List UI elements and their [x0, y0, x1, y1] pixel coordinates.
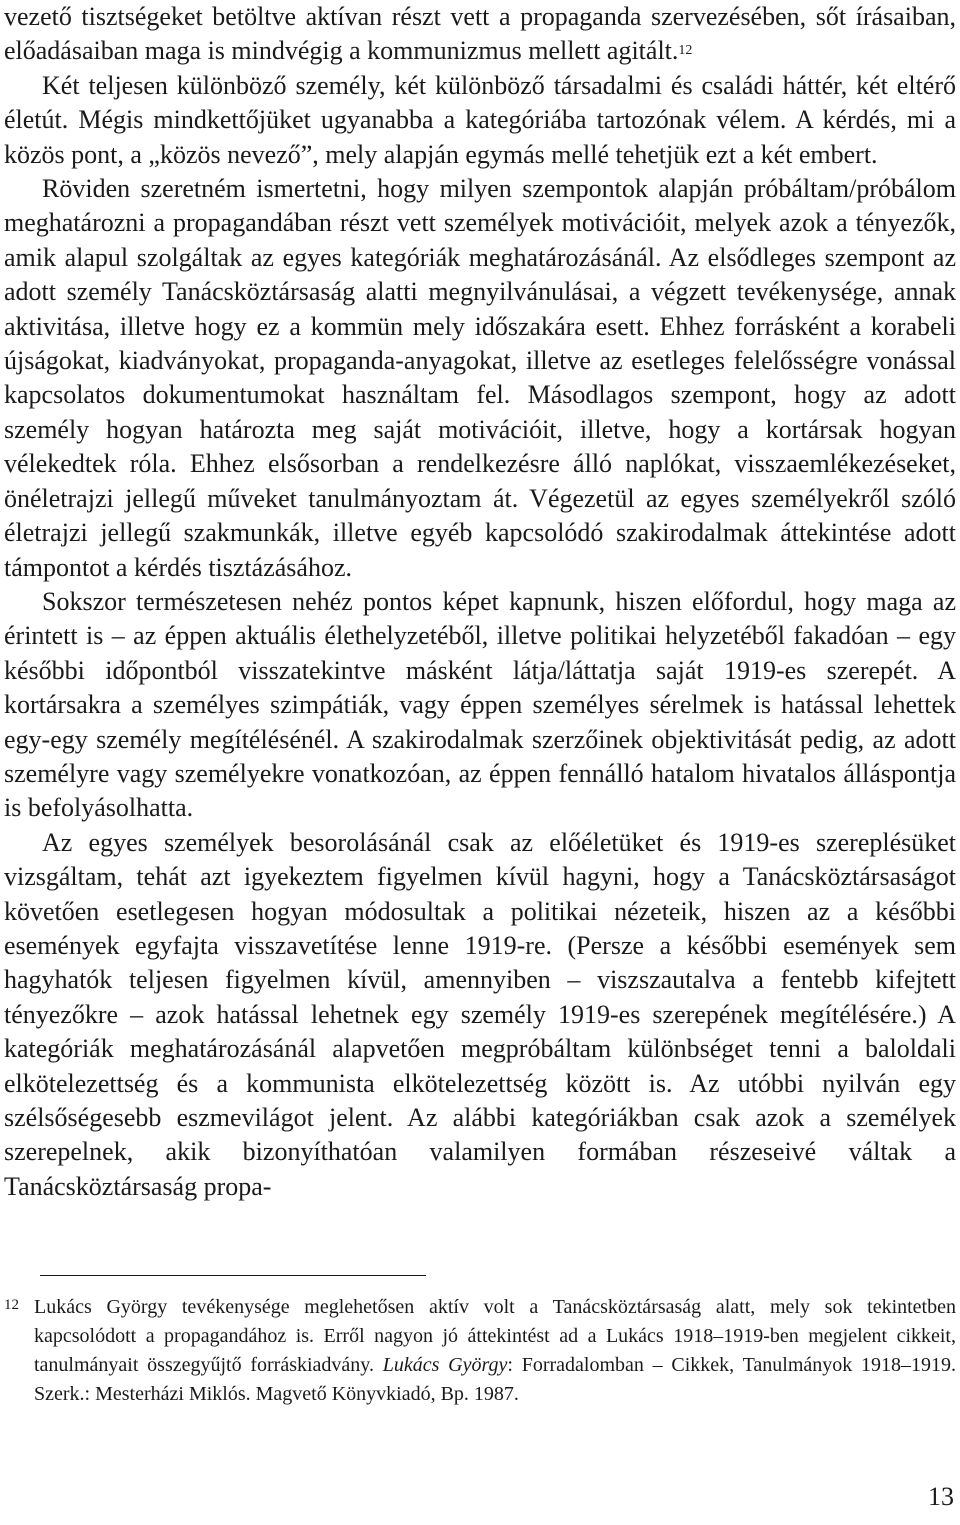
paragraph-text: Két teljesen különböző személy, két különböző társadalmi és családi háttér, két eltérő életút. Mégis mindkettőjüket ugyanabba a kategóriába tartozónak vélem. A kérdés, mi a közös pont, a „közös nevező”, mely alapján egymás mellé tehetjük ezt a két embert.: [4, 70, 956, 169]
footnote: [4, 1293, 956, 1409]
footnote-text: Lukács György tevékenysége meglehetősen aktív volt a Tanácsköztársaság alatt, mely sok tekintetben kapcsolódott a propagandához is. Erről nagyon jó áttekintést ad a Lukács 1918–1919-ben megjelent cikkeit, tanulmányait összegyűjtő forráskiadvány.: [34, 1296, 956, 1376]
footnote-reference[interactable]: 12: [678, 43, 693, 59]
page-number: 13: [928, 1482, 954, 1511]
body-text: [4, 0, 956, 1204]
footnote-separator: [40, 1275, 426, 1276]
paragraph-text: vezető tisztségeket betöltve aktívan részt vett a propaganda szervezésében, sőt írásaiban, előadásaiban maga is mindvégig a kommunizmus mellett agitált.: [4, 2, 956, 66]
paragraph: Sokszor természetesen nehéz pontos képet kapnunk, hiszen előfordul, hogy maga az érintett is – az éppen aktuális élethelyzetéből, illetve politikai helyzetéből fakadóan – egy későbbi időpontból visszatekintve másként látja/láttatja saját 1919-es szerepét. A kortársakra a személyes szimpátiák, vagy éppen személyes sérelmek is hatással lehettek egy-egy személy megítélésénél. A szakirodalmak szerzőinek objektivitását pedig, az adott személyre vagy személyekre vonatkozóan, az éppen fennálló hatalom hivatalos álláspontja is befolyásolhatta.: [4, 586, 956, 823]
paragraph: [4, 0, 956, 172]
footnote-text: : Forradalomban – Cikkek, Tanulmányok 1918–1919. Szerk.: Mesterházi Miklós. Magvető Könyvkiadó, Bp. 1987.: [34, 1354, 956, 1405]
paragraph: Az egyes személyek besorolásánál csak az előéletüket és 1919-es szereplésüket vizsgáltam, tehát azt igyekeztem figyelmen kívül hagyni, hogy a Tanácsköztársaságot követően esetlegesen hogyan módosultak a politikai nézeteik, hiszen az a későbbi események egyfajta visszavetítése lenne 1919-re. (Persze a későbbi események sem hagyhatók teljesen figyelmen kívül, amennyiben – viszszautalva a fentebb kifejtett tényezőkre – azok hatással lehetnek egy személy 1919-es szerepének megítélésére.) A kategóriák meghatározásánál alapvetően megpróbáltam különbséget tenni a baloldali elkötelezettség és a kommunista elkötelezettség között is. Az utóbbi nyilván egy szélsőségesebb eszmevilágot jelent. Az alábbi kategóriákban csak azok a személyek szerepelnek, akik bizonyíthatóan valamilyen formában részeseivé váltak a Tanácsköztársaság propa-: [4, 827, 956, 1201]
paragraph: Röviden szeretném ismertetni, hogy milyen szempontok alapján próbáltam/próbálom meghatározni a propagandában részt vett személyek motivációit, melyek azok a tényezők, amik alapul szolgáltak az egyes kategóriák meghatározásánál. Az elsődleges szempont az adott személy Tanácsköztársaság alatti megnyilvánulásai, a végzett tevékenysége, annak aktivitása, illetve hogy ez a kommün mely időszakára esett. Ehhez forrásként a korabeli újságokat, kiadványokat, propaganda-anyagokat, illetve az esetleges felelősségre vonással kapcsolatos dokumentumokat használtam fel. Másodlagos szempont, hogy az adott személy hogyan határozta meg saját motivációit, illetve, hogy a kortársak hogyan vélekedtek róla. Ehhez elsősorban a rendelkezésre álló naplókat, visszaemlékezéseket, önéletrajzi jellegű műveket tanulmányoztam át. Végezetül az egyes személyekről szóló életrajzi jellegű szakmunkák, illetve egyéb kapcsolódó szakirodalmak áttekintése adott támpontot a kérdés tisztázásához.: [4, 174, 956, 582]
footnote-number: 12: [4, 1297, 19, 1313]
footnote-author: Lukács György: [382, 1354, 508, 1376]
footnote-body: [34, 1293, 956, 1409]
